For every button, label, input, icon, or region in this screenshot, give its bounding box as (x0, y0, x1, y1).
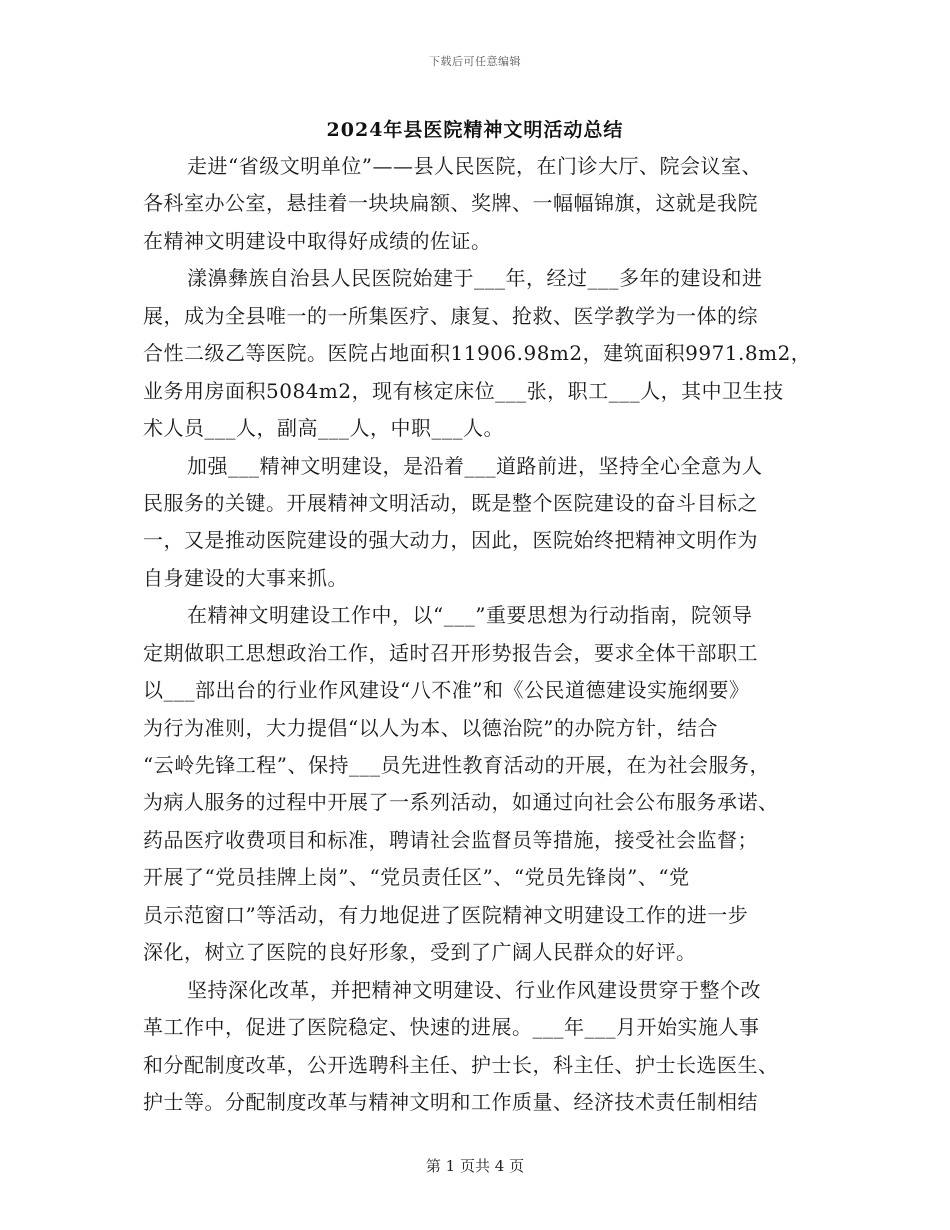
text-line: 员示范窗口”等活动，有力地促进了医院精神文明建设工作的进一步 (143, 902, 749, 927)
document-title: 2024年县医院精神文明活动总结 (326, 119, 624, 141)
text-line: 民服务的关键。开展精神文明活动，既是整个医院建设的奋斗目标之 (143, 490, 758, 515)
text-line: 漾濞彝族自治县人民医院始建于___年，经过___多年的建设和进 (187, 266, 763, 291)
text-line: 合性二级乙等医院。医院占地面积11906.98m2，建筑面积9971.8m2， (143, 341, 812, 366)
text-line: 业务用房面积5084m2，现有核定床位___张，职工___人，其中卫生技 (143, 378, 784, 403)
text-line: 坚持深化改革，并把精神文明建设、行业作风建设贯穿于整个改 (187, 977, 761, 1002)
document-body (143, 148, 823, 1121)
text-line: 护士等。分配制度改革与精神文明和工作质量、经济技术责任制相结 (143, 1089, 758, 1114)
text-line: 和分配制度改革，公开选聘科主任、护士长，科主任、护士长选医生、 (143, 1052, 779, 1077)
text-line: 自身建设的大事来抓。 (143, 565, 348, 590)
text-line: 术人员___人，副高___人，中职___人。 (143, 416, 504, 441)
text-line: 深化，树立了医院的良好形象，受到了广阔人民群众的好评。 (143, 940, 697, 965)
text-line: 以___部出台的行业作风建设“八不准”和《公民道德建设实施纲要》 (143, 678, 750, 703)
text-line: 在精神文明建设工作中，以“___”重要思想为行动指南，院领导 (187, 603, 753, 628)
text-line: 在精神文明建设中取得好成绩的佐证。 (143, 228, 492, 253)
text-line: 药品医疗收费项目和标准，聘请社会监督员等措施，接受社会监督； (143, 827, 758, 852)
text-line: 为行为准则，大力提倡“以人为本、以德治院”的办院方针，结合 (143, 715, 718, 740)
text-line: 开展了“党员挂牌上岗”、“党员责任区”、“党员先锋岗”、“党 (143, 865, 690, 890)
text-line: 展，成为全县唯一的一所集医疗、康复、抢救、医学教学为一体的综 (143, 303, 758, 328)
text-line: 加强___精神文明建设，是沿着___道路前进，坚持全心全意为人 (187, 453, 763, 478)
text-line: 定期做职工思想政治工作，适时召开形势报告会，要求全体干部职工 (143, 640, 758, 665)
text-line: 各科室办公室，悬挂着一块块扁额、奖牌、一幅幅锦旗，这就是我院 (143, 191, 758, 216)
text-line: 为病人服务的过程中开展了一系列活动，如通过向社会公布服务承诺、 (143, 790, 779, 815)
text-line: 一，又是推动医院建设的强大动力，因此，医院始终把精神文明作为 (143, 528, 758, 553)
text-line: 革工作中，促进了医院稳定、快速的进展。___年___月开始实施人事 (143, 1015, 760, 1040)
text-line: “云岭先锋工程”、保持___员先进性教育活动的开展，在为社会服务， (143, 753, 770, 777)
text-line: 走进“省级文明单位”——县人民医院，在门诊大厅、院会议室、 (187, 154, 762, 178)
page-footer: 第 1 页共 4 页 (425, 1157, 525, 1175)
header-note: 下载后可任意编辑 (429, 55, 521, 68)
